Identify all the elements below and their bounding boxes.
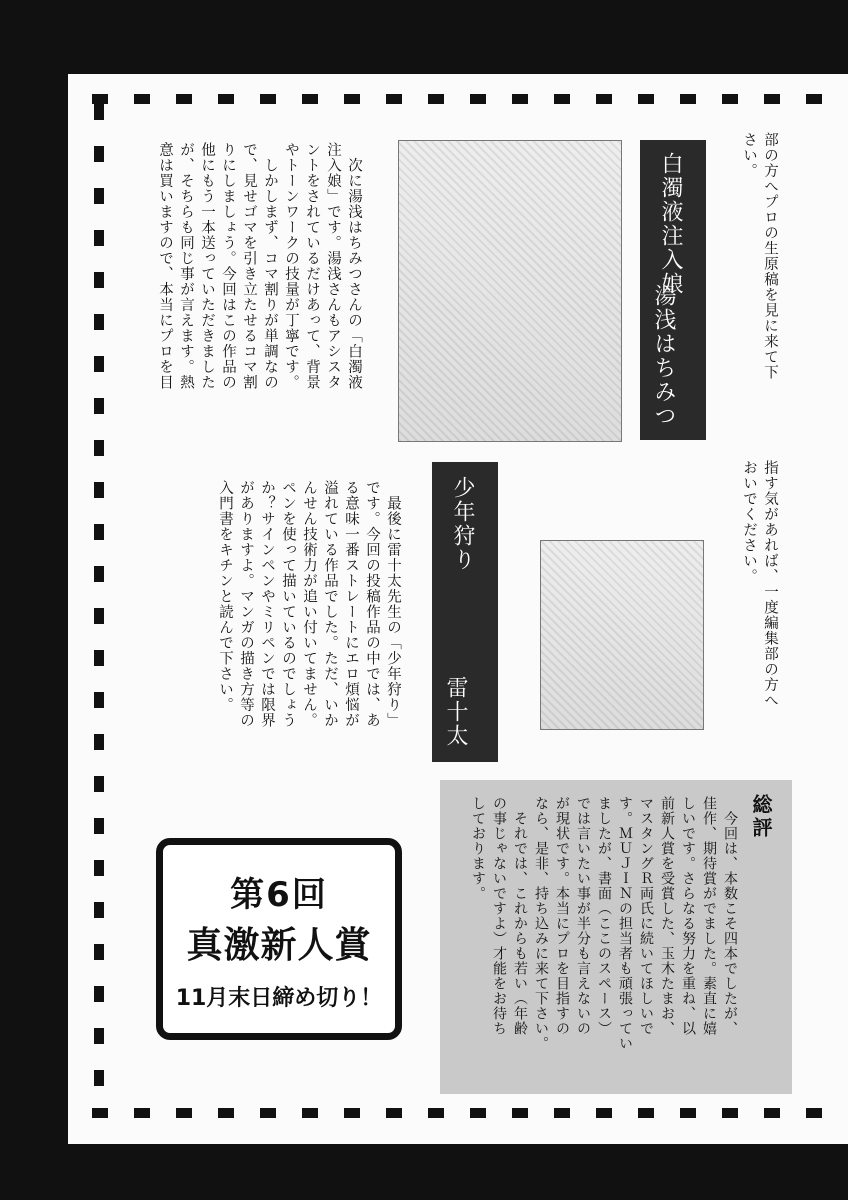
award-name: 真激新人賞 bbox=[186, 925, 372, 966]
dashed-border-bottom bbox=[92, 1108, 832, 1118]
manga-artwork-2 bbox=[540, 540, 704, 730]
work1-author: 湯浅はちみつ bbox=[651, 284, 676, 428]
award-deadline: 11月末日締め切り！ bbox=[175, 986, 383, 1011]
text-column-left-top: 次に湯浅はちみつさんの「白濁液 注入娘」です。湯浅さんもアシスタ ントをされているだけあって、背景 やトーンワークの技量が丁寧です。 しかしまず、コマ割りが単調なの で、見せゴマを引き立たせるコマ割 りにしましょう。今回はこの作品の 他にもう一本送っていただきました が、そちらも同じ事が言えます。熱 意は買いますので、本当にプロを目 bbox=[157, 142, 362, 390]
dashed-border-left bbox=[94, 104, 104, 1108]
work2-title-panel bbox=[432, 462, 498, 762]
summary-box bbox=[440, 780, 792, 1094]
summary-heading: 総評 bbox=[749, 794, 773, 840]
work1-title: 白濁液注入娘 bbox=[658, 152, 683, 296]
text-column-right-1: 部の方へプロの生原稿を見に来て下 さい。 bbox=[741, 132, 778, 380]
award-round: 第6回 bbox=[230, 875, 328, 915]
summary-text: 今回は、本数こそ四本でしたが、 佳作、期待賞がでました。素直に嬉 しいです。さらなる努力を重ね、以 前新人賞を受賞した、玉木たまお、 マスタングＲ両氏に続いてほしいで す。ＭＵＪＩＮの担当者も頑張ってい ましたが、書面（ここのスペース） では言いたい事が半分も言えないの が現状です。本当にプロを目指すの なら、是非、持ち込みに来て下さい。 それでは、これからも若い（年齢 の事じゃないですよ）才能をお待ち しております。 bbox=[470, 796, 738, 1051]
work2-title: 少年狩り bbox=[450, 476, 475, 572]
text-column-right-2: 指す気があれば、一度編集部の方へ おいでください。 bbox=[741, 460, 778, 708]
dashed-border-top bbox=[92, 94, 832, 104]
text-column-middle: 最後に雷十太先生の「少年狩り」 です。今回の投稿作品の中では、あ る意味一番ストレートにエロ煩悩が 溢れている作品でした。ただ、いか んせん技術力が追い付いてません。 ペンを使って描いているのでしょう か？サインペンやミリペンでは限界 がありますよ。マンガの描き方等の 入門書をキチンと読んで下さい。 bbox=[217, 480, 401, 728]
manga-artwork-1 bbox=[398, 140, 622, 442]
work1-title-panel bbox=[640, 140, 706, 440]
award-announcement-box bbox=[156, 838, 402, 1040]
work2-author: 雷十太 bbox=[443, 676, 468, 748]
